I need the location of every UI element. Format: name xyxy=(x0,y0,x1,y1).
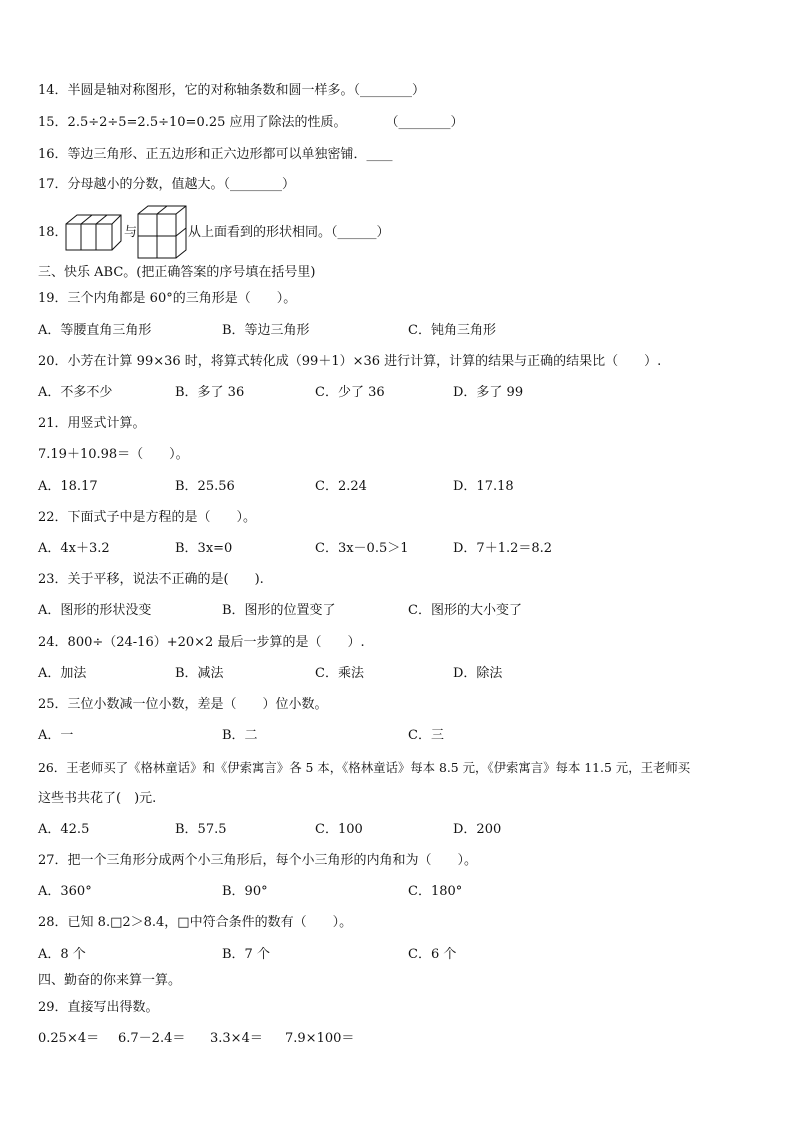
question-27-option-a: A．360° xyxy=(38,884,92,899)
question-26-option-a: A．42.5 xyxy=(38,822,90,837)
question-18-tail: 从上面看到的形状相同。（______） xyxy=(188,225,390,240)
question-29-item-4: 7.9×100＝ xyxy=(285,1031,355,1046)
question-29-item-1: 0.25×4＝ xyxy=(38,1031,100,1046)
question-27-option-c: C．180° xyxy=(408,884,463,899)
question-28-option-b: B．7 个 xyxy=(222,947,270,962)
question-26-stem-line-2: 这些书共花了( )元. xyxy=(38,791,157,806)
section-3-heading: 三、快乐 ABC。(把正确答案的序号填在括号里) xyxy=(38,265,316,280)
question-21-expression: 7.19＋10.98＝（ ）。 xyxy=(38,447,189,462)
question-16: 16．等边三角形、正五边形和正六边形都可以单独密铺．____ xyxy=(38,147,393,162)
question-29-item-2: 6.7－2.4＝ xyxy=(118,1031,186,1046)
question-18-joiner: 与 xyxy=(124,225,138,240)
question-20-option-d: D．多了 99 xyxy=(453,385,524,400)
question-24-option-a: A．加法 xyxy=(38,666,87,681)
question-20-option-c: C．少了 36 xyxy=(315,385,385,400)
question-23-option-a: A．图形的形状没变 xyxy=(38,603,152,618)
question-20-option-b: B．多了 36 xyxy=(175,385,245,400)
question-22-option-b: B．3x=0 xyxy=(175,541,233,556)
question-22-stem: 22．下面式子中是方程的是（ ）。 xyxy=(38,510,257,525)
question-25-stem: 25．三位小数减一位小数，差是（ ）位小数。 xyxy=(38,697,328,712)
stacked-cubes-figure xyxy=(136,204,190,260)
question-24-option-b: B．减法 xyxy=(175,666,224,681)
question-19-option-b: B．等边三角形 xyxy=(222,323,310,338)
question-26-option-d: D．200 xyxy=(453,822,502,837)
question-18-number: 18． xyxy=(38,225,68,240)
question-21-option-b: B．25.56 xyxy=(175,479,235,494)
question-19-option-a: A．等腰直角三角形 xyxy=(38,323,152,338)
question-20-stem: 20．小芳在计算 99×36 时，将算式转化成（99＋1）×36 进行计算，计算的结果与正确的结果比（ ）. xyxy=(38,354,662,369)
three-cube-row-figure xyxy=(64,213,124,251)
question-25-option-b: B．二 xyxy=(222,728,258,743)
question-19-stem: 19．三个内角都是 60°的三角形是（ ）。 xyxy=(38,291,297,306)
question-21-option-d: D．17.18 xyxy=(453,479,514,494)
question-21-option-a: A．18.17 xyxy=(38,479,98,494)
question-28-option-c: C．6 个 xyxy=(408,947,457,962)
question-22-option-a: A．4x＋3.2 xyxy=(38,541,110,556)
question-21-option-c: C．2.24 xyxy=(315,479,367,494)
question-26-option-c: C．100 xyxy=(315,822,363,837)
question-14: 14．半圆是轴对称图形，它的对称轴条数和圆一样多。（________） xyxy=(38,83,426,98)
question-19-option-c: C．钝角三角形 xyxy=(408,323,496,338)
question-21-stem: 21．用竖式计算。 xyxy=(38,416,146,431)
question-24-stem: 24．800÷（24-16）+20×2 最后一步算的是（ ）. xyxy=(38,635,365,650)
question-25-option-a: A．一 xyxy=(38,728,74,743)
question-28-option-a: A．8 个 xyxy=(38,947,86,962)
question-23-option-c: C．图形的大小变了 xyxy=(408,603,522,618)
question-26-stem-line-1: 26．王老师买了《格林童话》和《伊索寓言》各 5 本，《格林童话》每本 8.5 元，《伊索寓言》每本 11.5 元，王老师买 xyxy=(38,760,691,775)
question-27-option-b: B．90° xyxy=(222,884,268,899)
question-17: 17．分母越小的分数，值越大。（________） xyxy=(38,177,296,192)
question-23-option-b: B．图形的位置变了 xyxy=(222,603,336,618)
question-26-option-b: B．57.5 xyxy=(175,822,227,837)
section-4-heading: 四、勤奋的你来算一算。 xyxy=(38,973,182,988)
question-15: 15．2.5÷2÷5=2.5÷10=0.25 应用了除法的性质。 （________） xyxy=(38,115,464,130)
question-20-option-a: A．不多不少 xyxy=(38,385,113,400)
question-22-option-c: C．3x－0.5＞1 xyxy=(315,541,409,556)
question-29-stem: 29．直接写出得数。 xyxy=(38,1000,159,1015)
question-29-item-3: 3.3×4＝ xyxy=(210,1031,263,1046)
question-22-option-d: D．7＋1.2＝8.2 xyxy=(453,541,553,556)
question-23-stem: 23．关于平移，说法不正确的是( ). xyxy=(38,572,264,587)
question-24-option-c: C．乘法 xyxy=(315,666,364,681)
question-28-stem: 28．已知 8.□2＞8.4，□中符合条件的数有（ ）。 xyxy=(38,915,353,930)
question-27-stem: 27．把一个三角形分成两个小三角形后，每个小三角形的内角和为（ ）。 xyxy=(38,853,478,868)
question-24-option-d: D．除法 xyxy=(453,666,503,681)
question-25-option-c: C．三 xyxy=(408,728,444,743)
